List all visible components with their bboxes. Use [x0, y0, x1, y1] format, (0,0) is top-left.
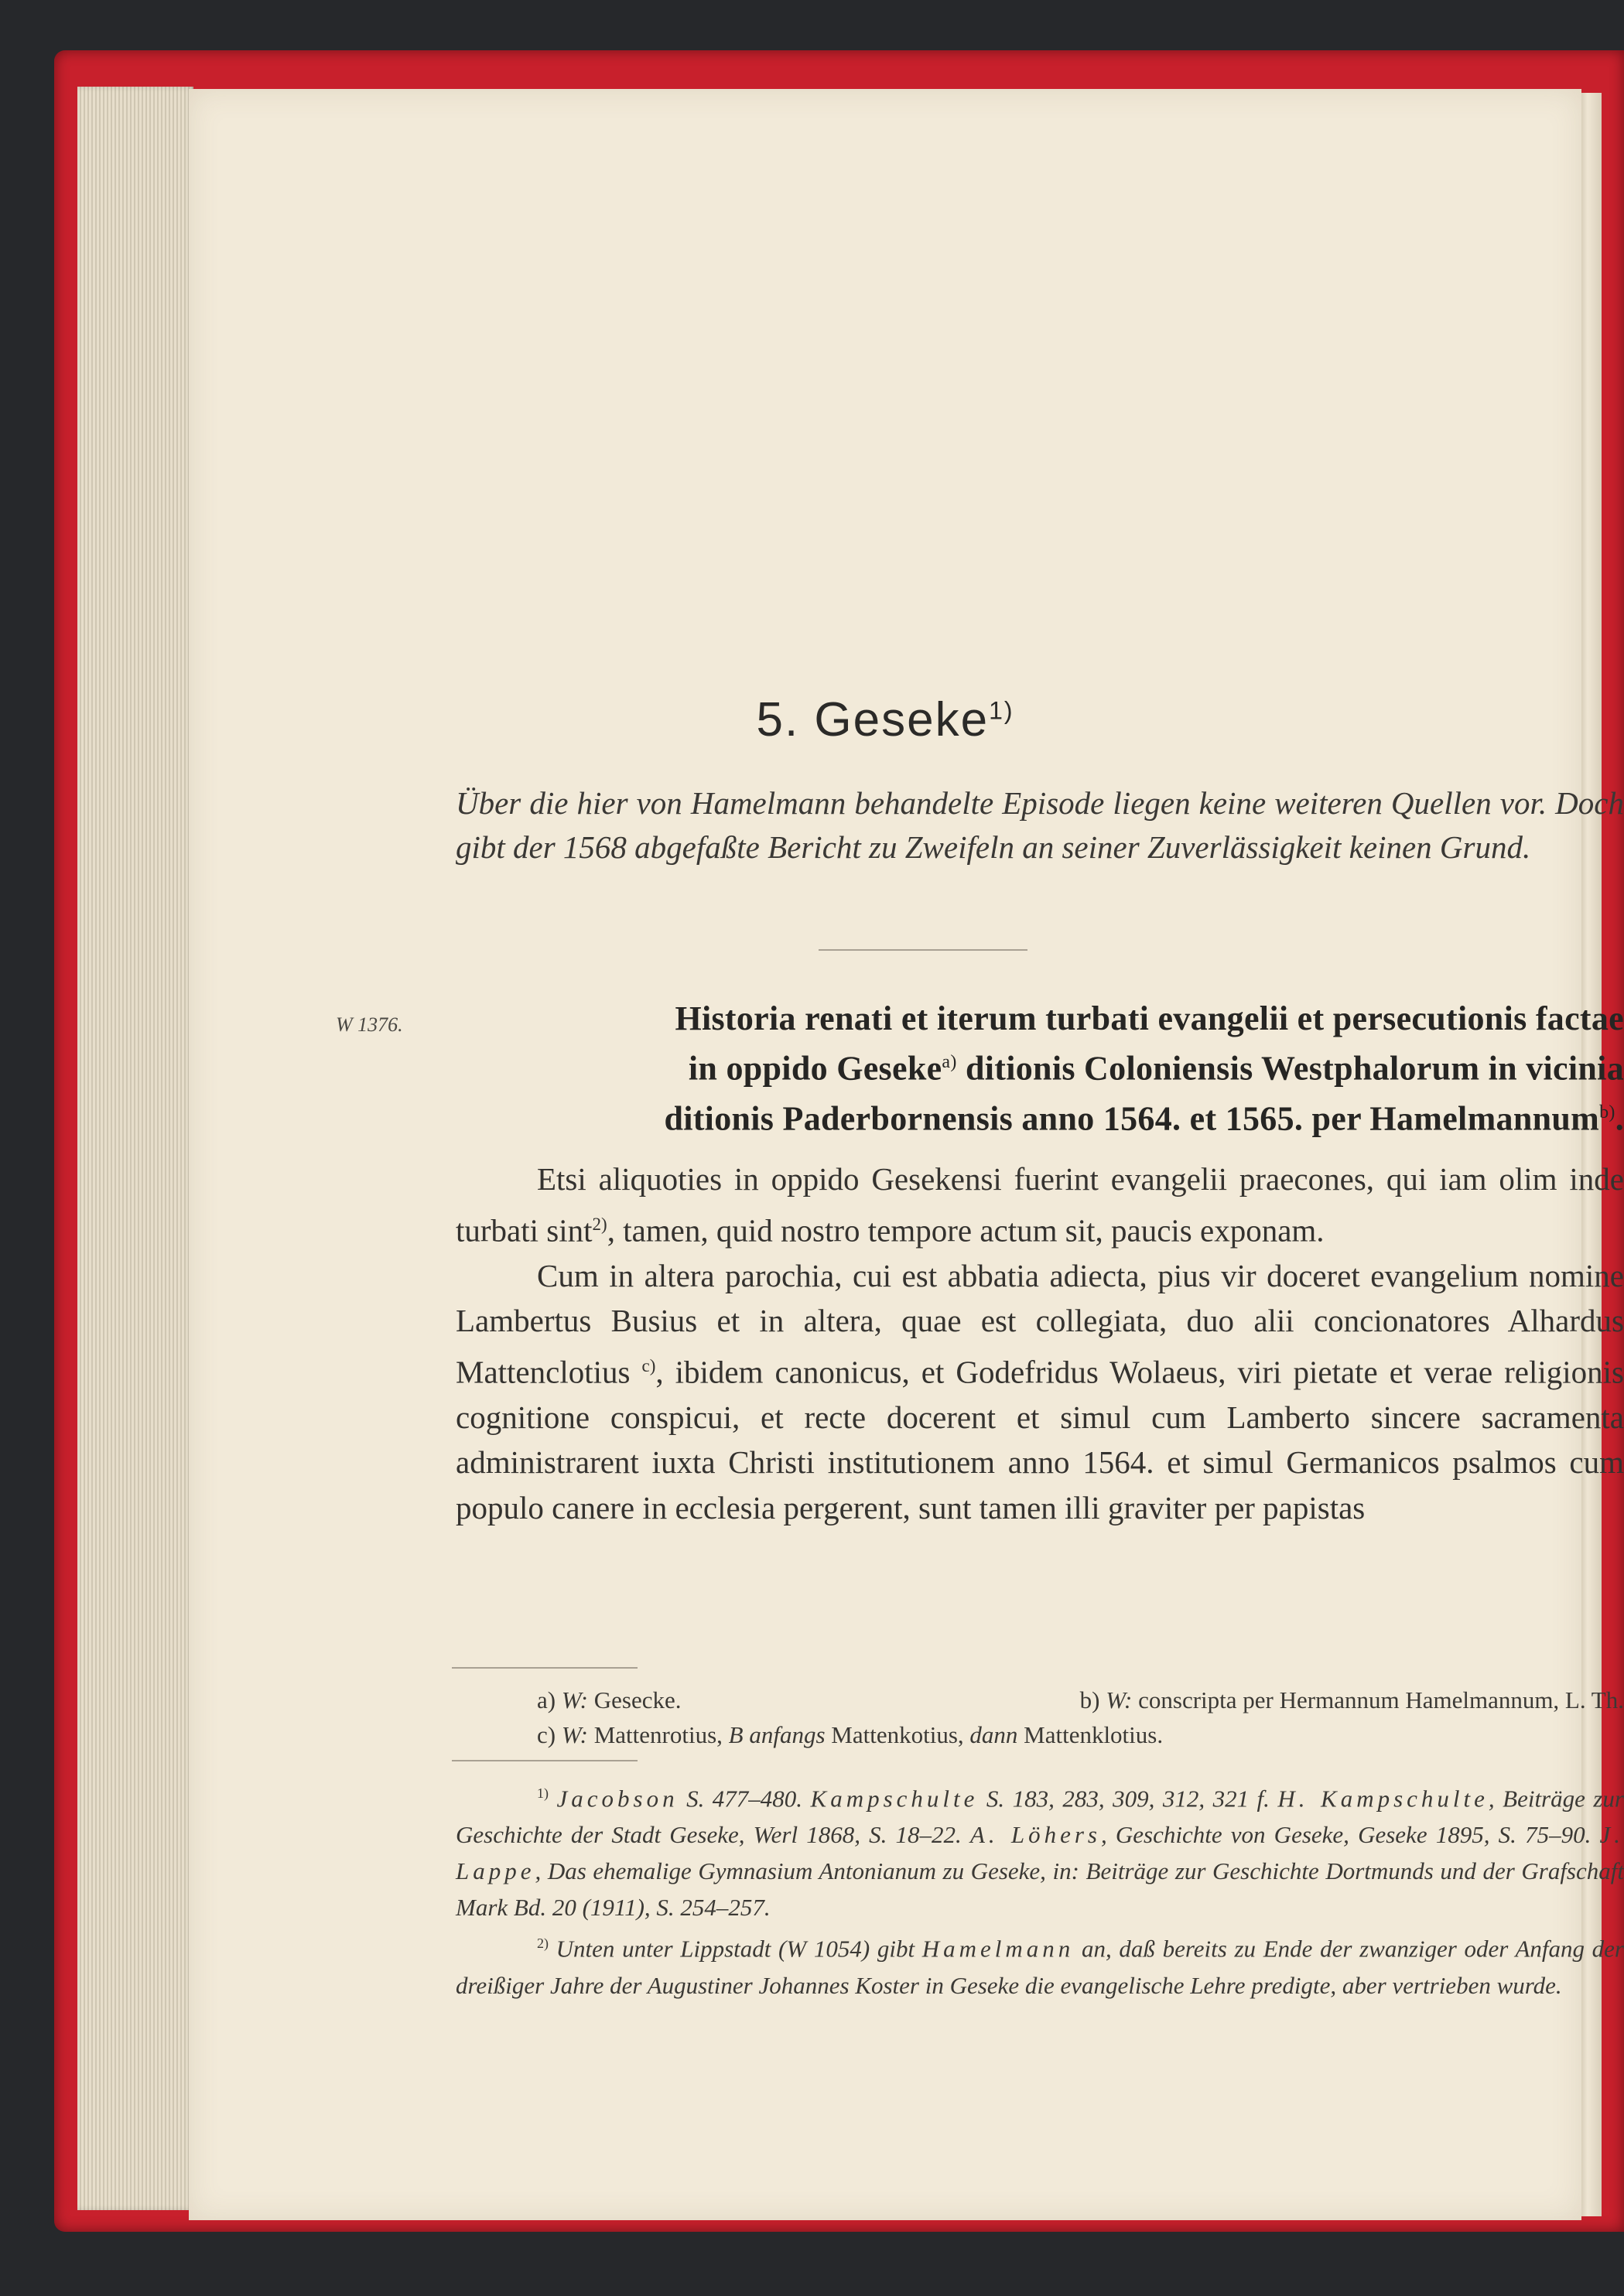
paragraph-2-text-a: Cum in altera parochia, cui est abbatia adiecta, pius vir doceret evangelium nomine Lambertus Busius et in altera, quae est collegiata, duo alii concionatores Alhardus Mattenclotius	[456, 1257, 1624, 1390]
chapter-intro: Über die hier von Hamelmann behandelte Episode liegen keine weiteren Quellen vor. Doch gibt der 1568 abgefaßte Bericht zu Zweifeln an seiner Zuverlässigkeit keinen Grund.	[456, 785, 1624, 865]
margin-reference: W 1376.	[336, 1013, 403, 1036]
note-c-text-3: Mattenklotius.	[1024, 1721, 1164, 1748]
note-b-source: W:	[1106, 1686, 1133, 1713]
section-divider	[819, 949, 1027, 951]
note-c-text-2: Mattenkotius,	[831, 1721, 964, 1748]
paragraph-1-text-a: Etsi aliquoties in oppido Gesekensi fuerint evangelii praecones, qui iam olim inde turbati sint	[456, 1161, 1624, 1249]
footnote-2-mark: 2)	[537, 1936, 549, 1952]
note-c-source: W:	[561, 1721, 588, 1748]
footnote-1-author-1: Jacobson	[556, 1785, 679, 1813]
paragraph-2	[456, 1253, 1624, 1531]
note-c-text-1: Mattenrotius,	[593, 1721, 723, 1748]
footnote-mark-2: 2)	[592, 1214, 607, 1234]
footnote-2-text-1: Unten unter Lippstadt (W 1054) gibt	[549, 1935, 922, 1963]
note-a-text: Gesecke.	[593, 1686, 682, 1713]
footnote-1-text-1: S. 477–480.	[678, 1785, 811, 1813]
chapter-title	[189, 692, 1581, 747]
note-c-b-anfangs: B anfangs	[728, 1721, 826, 1748]
footnote-1-text-4: , Geschichte von Geseke, Geseke 1895, S. 75–90.	[1100, 1821, 1600, 1849]
heading-line-3-text-b: .	[1615, 1099, 1624, 1138]
footnote-2	[456, 1925, 1624, 2003]
textual-notes-row-2	[456, 1717, 1624, 1752]
textual-notes-row-1	[456, 1683, 1624, 1717]
heading-note-mark-a: a)	[942, 1052, 957, 1072]
note-c-label: c)	[537, 1721, 556, 1748]
chapter-title-text: 5. Geseke	[756, 693, 990, 747]
footnote-1-mark: 1)	[537, 1785, 549, 1801]
footnote-2-text-2: an, daß bereits zu Ende der zwanziger oder Anfang der dreißiger Jahre der Augustiner Johannes Koster in Geseke die evangelische Lehre predigte, aber vertrieben wurde.	[456, 1935, 1624, 1999]
book-page	[189, 89, 1624, 2220]
textual-note-c	[537, 1717, 1163, 1752]
footnote-1	[456, 1775, 1624, 1925]
note-a-source: W:	[561, 1686, 588, 1713]
heading-line-2	[456, 1040, 1624, 1091]
paragraph-1-text-b: , tamen, quid nostro tempore actum sit, paucis exponam.	[607, 1212, 1325, 1249]
paragraph-1	[456, 1157, 1624, 1253]
footnote-1-text-5: , Das ehemalige Gymnasium Antonianum zu Geseke, in: Beiträge zur Geschichte Dortmunds und der Grafschaft Mark Bd. 20 (1911), S. 254–257.	[456, 1857, 1624, 1922]
heading-note-mark-b: b)	[1599, 1102, 1615, 1122]
section-heading	[456, 996, 1624, 1140]
heading-line-3	[456, 1091, 1624, 1141]
heading-line-1: Historia renati et iterum turbati evangelii et persecutionis factae	[675, 999, 1624, 1037]
textual-notes	[456, 1683, 1624, 1752]
note-c-dann: dann	[969, 1721, 1018, 1748]
footnote-1-author-5: J. Lappe	[456, 1821, 1624, 1885]
body-text	[456, 1157, 1624, 1530]
footnote-2-author: Hamelmann	[921, 1935, 1075, 1963]
textual-note-a	[537, 1683, 681, 1717]
heading-line-2-text-b: ditionis Coloniensis Westphalorum in vicinia	[956, 1049, 1624, 1088]
page-content	[189, 89, 1624, 2220]
note-b-label: b)	[1079, 1686, 1100, 1713]
notes-divider-1	[452, 1667, 638, 1669]
note-b-text: conscripta per Hermannum Hamelmannum, L. Th.	[1138, 1686, 1624, 1713]
heading-line-3-text-a: ditionis Paderbornensis anno 1564. et 1565. per Hamelmannum	[664, 1099, 1600, 1138]
footnote-1-text-3: , Beiträge zur Geschichte der Stadt Geseke, Werl 1868, S. 18–22.	[456, 1785, 1624, 1849]
page-edges	[77, 87, 193, 2210]
footnote-1-author-4: A. Löhers	[969, 1821, 1101, 1849]
footnotes	[456, 1775, 1624, 2004]
textual-note-b	[1080, 1683, 1624, 1717]
notes-divider-2	[452, 1760, 638, 1761]
footnote-1-author-2: Kampschulte	[810, 1785, 979, 1813]
footnote-1-author-3: H. Kampschulte	[1277, 1785, 1489, 1813]
paragraph-2-text-b: , ibidem canonicus, et Godefridus Wolaeus, viri pietate et verae religionis cognitione conspicui, et recte docerent et simul cum Lamberto sincere sacramenta administrarent iuxta Christi institutionem anno 1564. et simul Germanicos psalmos cum populo canere in ecclesia pergerent, sunt tamen illi graviter per papistas	[456, 1354, 1624, 1526]
note-a-label: a)	[537, 1686, 556, 1713]
footnote-1-text-2: S. 183, 283, 309, 312, 321 f.	[978, 1785, 1278, 1813]
note-mark-c: c)	[641, 1355, 656, 1375]
heading-line-2-text-a: in oppido Geseke	[688, 1049, 942, 1088]
chapter-title-note-mark: 1)	[989, 696, 1014, 725]
